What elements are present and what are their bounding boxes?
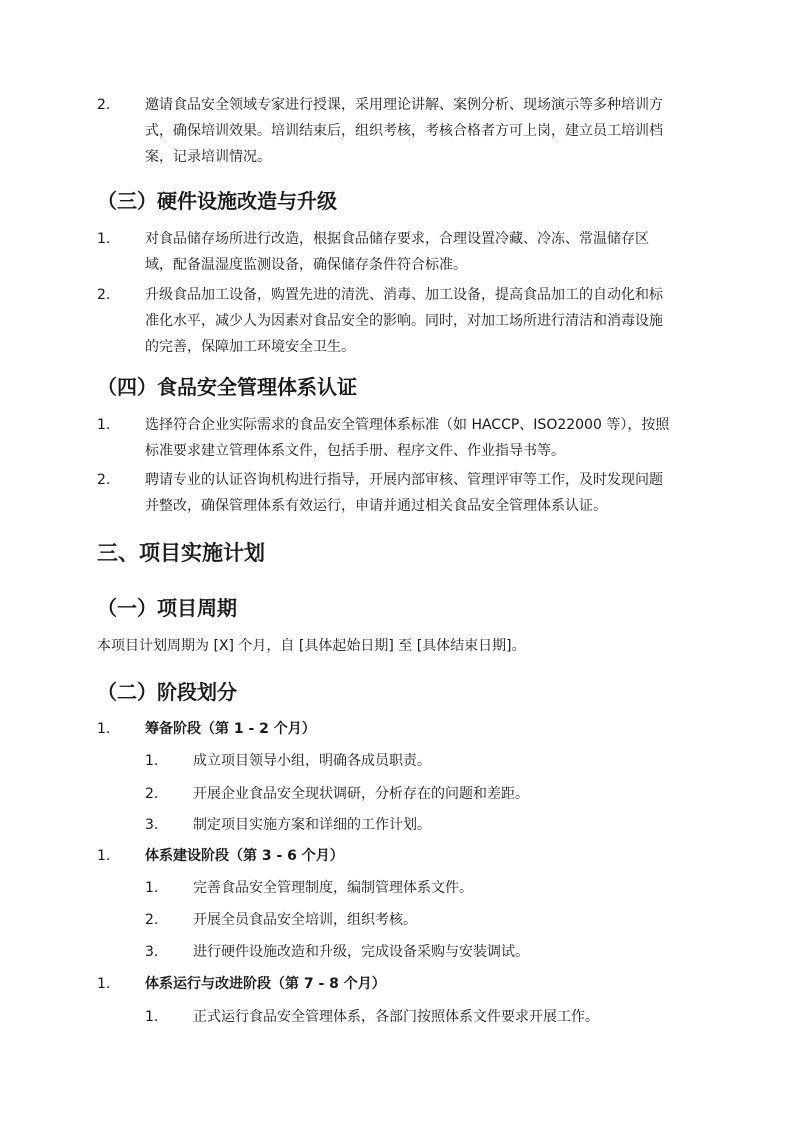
list-text-line: 域，配备温湿度监测设备，确保储存条件符合标准。: [145, 257, 467, 273]
section-heading: （一）项目周期: [97, 596, 237, 620]
list-text-line: 式，确保培训效果。培训结束后，组织考核，考核合格者方可上岗，建立员工培训档: [145, 123, 663, 139]
list-number: 2.: [145, 912, 159, 928]
list-text-line: 标准要求建立管理体系文件，包括手册、程序文件、作业指导书等。: [145, 443, 565, 459]
list-number: 1.: [97, 231, 111, 247]
period-paragraph: 本项目计划周期为 [X] 个月，自 [具体起始日期] 至 [具体结束日期]。: [97, 638, 526, 654]
list-text-line: 准化水平，减少人为因素对食品安全的影响。同时，对加工场所进行清洁和消毒设施: [145, 313, 663, 329]
list-text-line: 聘请专业的认证咨询机构进行指导，开展内部审核、管理评审等工作，及时发现问题: [145, 472, 663, 488]
phase-title: 体系运行与改进阶段（第 7 - 8 个月）: [145, 976, 386, 992]
list-text-line: 对食品储存场所进行改造，根据食品储存要求，合理设置冷藏、冷冻、常温储存区: [145, 231, 649, 247]
list-number: 1.: [97, 976, 111, 992]
list-text-line: 的完善，保障加工环境安全卫生。: [145, 339, 355, 355]
list-number: 2.: [97, 97, 111, 113]
list-number: 1.: [97, 848, 111, 864]
step-text: 开展全员食品安全培训，组织考核。: [193, 912, 417, 928]
list-number: 1.: [145, 753, 159, 769]
list-number: 2.: [145, 786, 159, 802]
step-text: 开展企业食品安全现状调研，分析存在的问题和差距。: [193, 786, 529, 802]
step-text: 正式运行食品安全管理体系，各部门按照体系文件要求开展工作。: [193, 1009, 599, 1025]
section-heading: （三）硬件设施改造与升级: [97, 189, 337, 213]
step-text: 进行硬件设施改造和升级，完成设备采购与安装调试。: [193, 944, 529, 960]
section-heading: （四）食品安全管理体系认证: [97, 375, 357, 399]
list-text-line: 选择符合企业实际需求的食品安全管理体系标准（如 HACCP、ISO22000 等），按照: [145, 417, 670, 433]
chapter-heading: 三、项目实施计划: [97, 541, 265, 565]
step-text: 成立项目领导小组，明确各成员职责。: [193, 753, 431, 769]
list-text-line: 升级食品加工设备，购置先进的清洗、消毒、加工设备，提高食品加工的自动化和标: [145, 287, 663, 303]
list-text-line: 案，记录培训情况。: [145, 149, 271, 165]
step-text: 制定项目实施方案和详细的工作计划。: [193, 817, 431, 833]
list-text-line: 并整改，确保管理体系有效运行，申请并通过相关食品安全管理体系认证。: [145, 498, 607, 514]
step-text: 完善食品安全管理制度，编制管理体系文件。: [193, 880, 473, 896]
list-number: 1.: [97, 721, 111, 737]
list-number: 3.: [145, 817, 159, 833]
phase-title: 筹备阶段（第 1 - 2 个月）: [145, 721, 316, 737]
section-heading: （二）阶段划分: [97, 680, 237, 704]
list-text-line: 邀请食品安全领域专家进行授课，采用理论讲解、案例分析、现场演示等多种培训方: [145, 97, 663, 113]
list-number: 1.: [145, 1009, 159, 1025]
phase-title: 体系建设阶段（第 3 - 6 个月）: [145, 848, 344, 864]
list-number: 2.: [97, 287, 111, 303]
list-number: 1.: [145, 880, 159, 896]
list-number: 2.: [97, 472, 111, 488]
list-number: 1.: [97, 417, 111, 433]
list-number: 3.: [145, 944, 159, 960]
